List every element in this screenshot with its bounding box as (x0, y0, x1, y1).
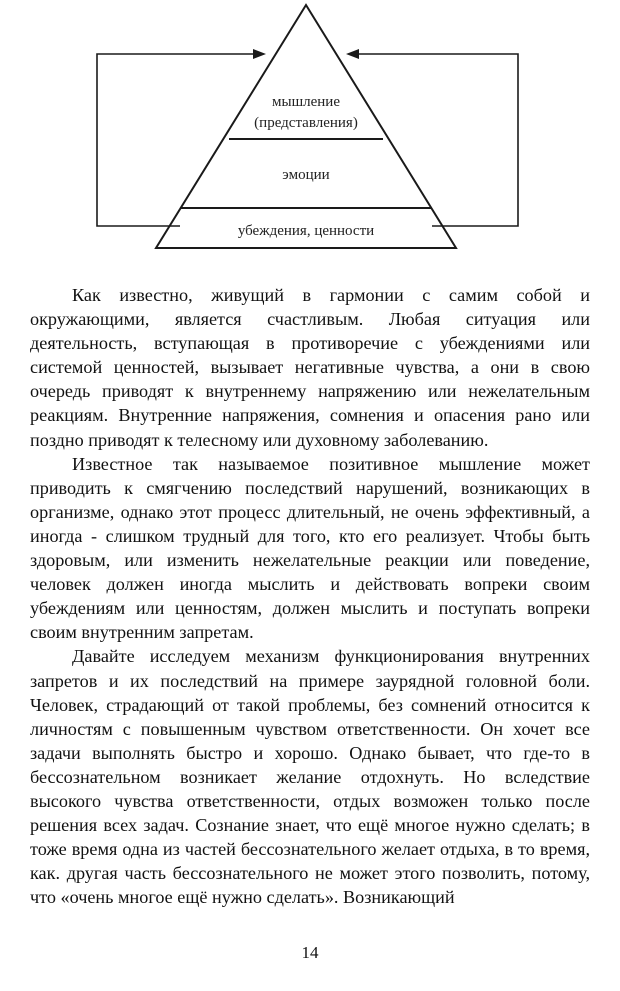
label-representations: (представления) (254, 115, 358, 131)
arrow-right-icon (253, 49, 266, 59)
label-emotions: эмоции (282, 167, 330, 183)
arrow-left-icon (346, 49, 359, 59)
pyramid-diagram (0, 0, 620, 265)
page-number: 14 (301, 943, 319, 962)
label-thinking: мышление (272, 94, 340, 110)
paragraph: Известное так называемое позитивное мышление может приводить к смягчению последствий нарушений, возникающих в организме, однако этот процесс длительный, не очень эффективный, а иногда - слишком трудный для того, кто его реализует. Чтобы быть здоровым, или изменить нежелательные реакции или поведение, человек должен иногда мыслить и действовать вопреки своим убеждениям или ценностям, должен мыслить и поступать вопреки своим внутренним запретам. (30, 453, 590, 643)
body-text (30, 283, 590, 909)
paragraph: Как известно, живущий в гармонии с самим собой и окружающими, является счастливым. Любая ситуация или деятельность, вступающая в противоречие с убеждениями или системой ценностей, вызывает негативные чувства, а они в свою очередь приводят к внутреннему напряжению или нежелательным реакциям. Внутренние напряжения, сомнения и опасения рано или поздно приводят к телесному или духовному заболеванию. (30, 285, 590, 450)
paragraph: Давайте исследуем механизм функционирования внутренних запретов и их последствий на примере заурядной головной боли. Человек, страдающий от такой проблемы, без сомнений относится к личностям с повышенным чувством ответственности. Он хочет все задачи выполнять быстро и хорошо. Однако бывает, что где-то в бессознательном возникает желание отдохнуть. Но вследствие высокого чувства ответственности, отдых возможен только после решения всех задач. Сознание знает, что ещё многое нужно сделать; в тоже время одна из частей бессознательного желает отдыха, в то время, как. другая часть бессознательного не может этого позволить, потому, что «очень многое ещё нужно сделать». Возникающий (30, 646, 590, 908)
label-beliefs-values: убеждения, ценности (237, 223, 375, 239)
